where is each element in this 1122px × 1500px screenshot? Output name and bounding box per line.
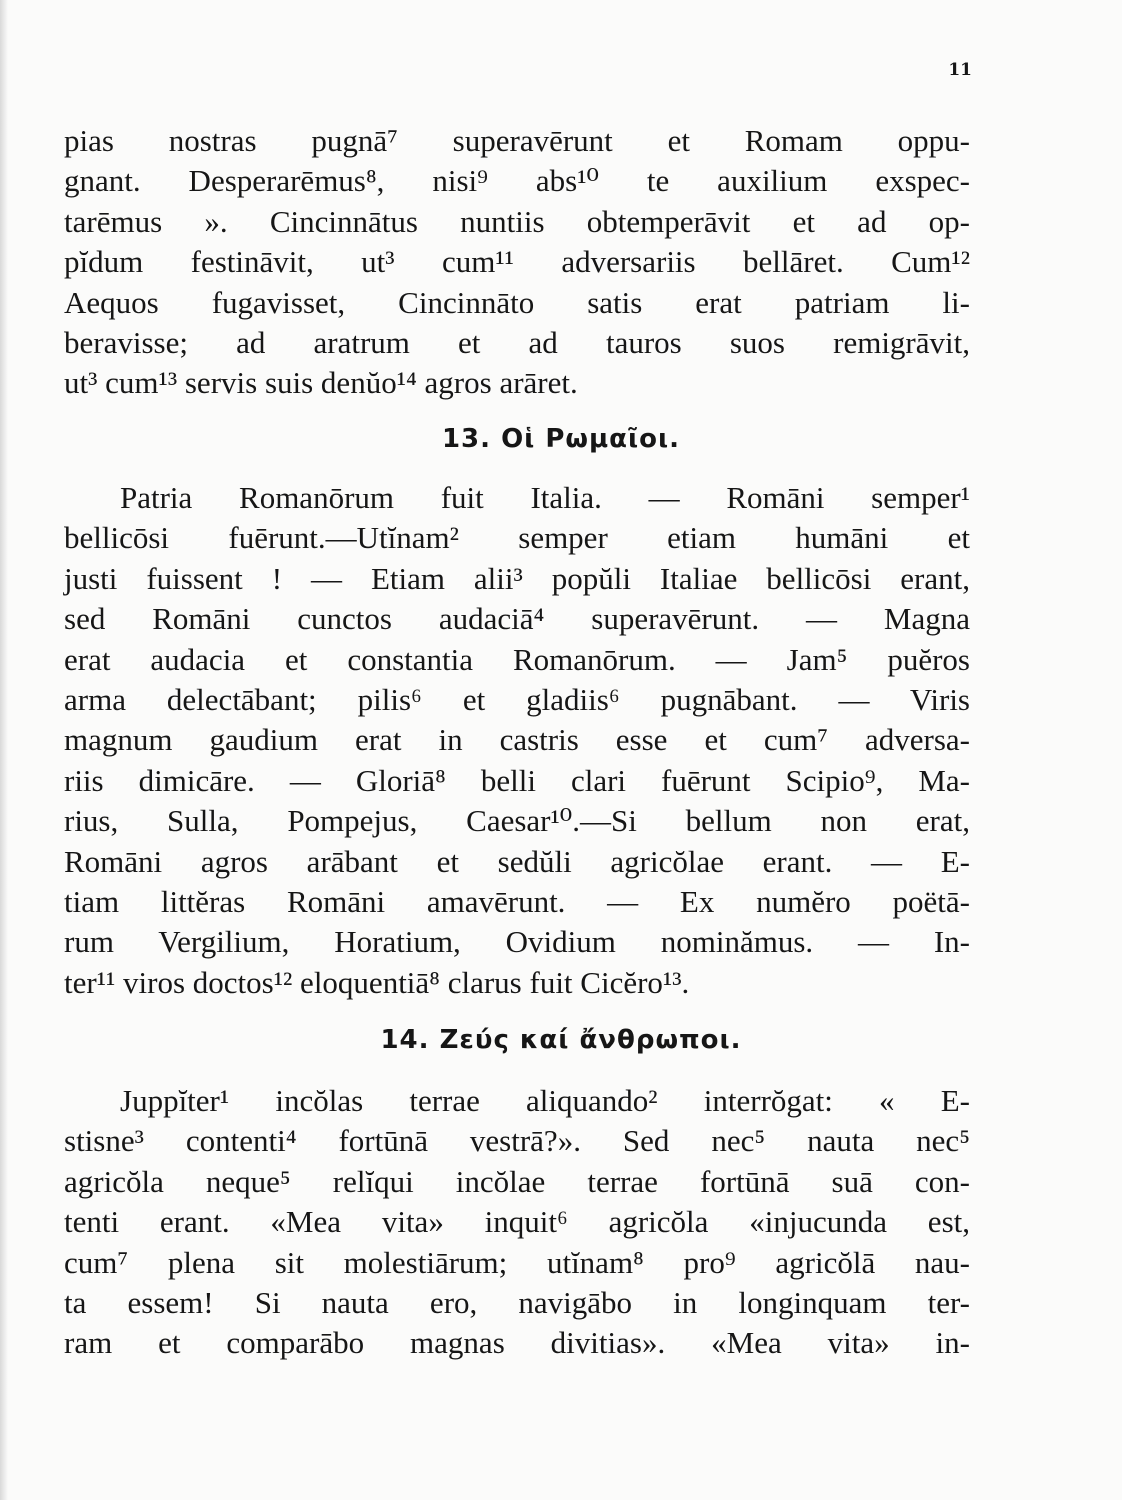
text-line: stisne³ contenti⁴ fortūnā vestrā?». Sed nec⁵ nauta nec⁵ (64, 1123, 970, 1159)
text-line: magnum gaudium erat in castris esse et cum⁷ adversa- (64, 722, 970, 758)
text-line: agricŏla neque⁵ relĭqui incŏlae terrae fortūnā suā con- (64, 1163, 970, 1199)
section-heading-14: 14. Ζεύς καί ἄνθρωποι. (380, 1025, 742, 1055)
text-line: riis dimicāre. — Gloriā⁸ belli clari fuērunt Scipio⁹, Ma- (64, 762, 970, 798)
text-line: Patria Romanōrum fuit Italia. — Romāni semper¹ (120, 480, 970, 515)
text-line: rum Vergilium, Horatium, Ovidium nominămus. — In- (64, 924, 970, 960)
text-line: Aequos fugavisset, Cincinnāto satis erat patriam li- (64, 284, 970, 320)
paragraph-juppiter (64, 1081, 970, 1364)
section-heading-13: 13. Οἱ Ρωμαῖοι. (441, 424, 681, 454)
text-line: Romāni agros arābant et sedŭli agricŏlae erant. — E- (64, 843, 970, 879)
paragraph-romani (64, 478, 970, 1003)
text-line: erat audacia et constantia Romanōrum. — Jam⁵ puĕros (64, 641, 970, 677)
text-line: sed Romāni cunctos audaciā⁴ superavērunt. — Magna (64, 601, 970, 637)
text-line: bellicōsi fuērunt.—Utĭnam² semper etiam humāni et (64, 520, 970, 556)
text-line: cum⁷ plena sit molestiārum; utĭnam⁸ pro⁹ agricŏlā nau- (64, 1244, 970, 1280)
text-line: rius, Sulla, Pompejus, Caesar¹⁰.—Si bellum non erat, (64, 803, 970, 839)
text-line: tarēmus ». Cincinnātus nuntiis obtemperāvit et ad op- (64, 203, 970, 239)
text-line: gnant. Desperarēmus⁸, nisi⁹ abs¹⁰ te auxilium exspec- (64, 163, 970, 199)
text-line: beravisse; ad aratrum et ad tauros suos remigrāvit, (64, 325, 970, 361)
text-line: ter¹¹ viros doctos¹² eloquentiā⁸ clarus fuit Cicĕro¹³. (64, 964, 690, 1000)
text-line: pias nostras pugnā⁷ superavērunt et Romam oppu- (64, 123, 970, 158)
paragraph-cincinnatus (64, 121, 970, 404)
text-line: justi fuissent ! — Etiam alii³ popŭli Italiae bellicōsi erant, (64, 560, 970, 596)
text-line: pĭdum festināvit, ut³ cum¹¹ adversariis bellāret. Cum¹² (64, 244, 970, 280)
text-line: tenti erant. «Mea vita» inquit⁶ agricŏla «injucunda est, (64, 1204, 970, 1240)
text-line: Juppĭter¹ incŏlas terrae aliquando² interrŏgat: « E- (120, 1083, 970, 1118)
text-line: ut³ cum¹³ servis suis denŭo¹⁴ agros arāret. (64, 365, 578, 401)
text-line: ta essem! Si nauta ero, navigābo in longinquam ter- (64, 1285, 970, 1321)
page-edge-shadow (0, 0, 8, 1500)
text-line: arma delectābant; pilis⁶ et gladiis⁶ pugnābant. — Viris (64, 682, 970, 718)
text-line: ram et comparābo magnas divitias». «Mea vita» in- (64, 1325, 970, 1361)
page-number: 11 (948, 60, 972, 80)
text-line: tiam littĕras Romāni amavērunt. — Ex numĕro poëtā- (64, 884, 970, 920)
